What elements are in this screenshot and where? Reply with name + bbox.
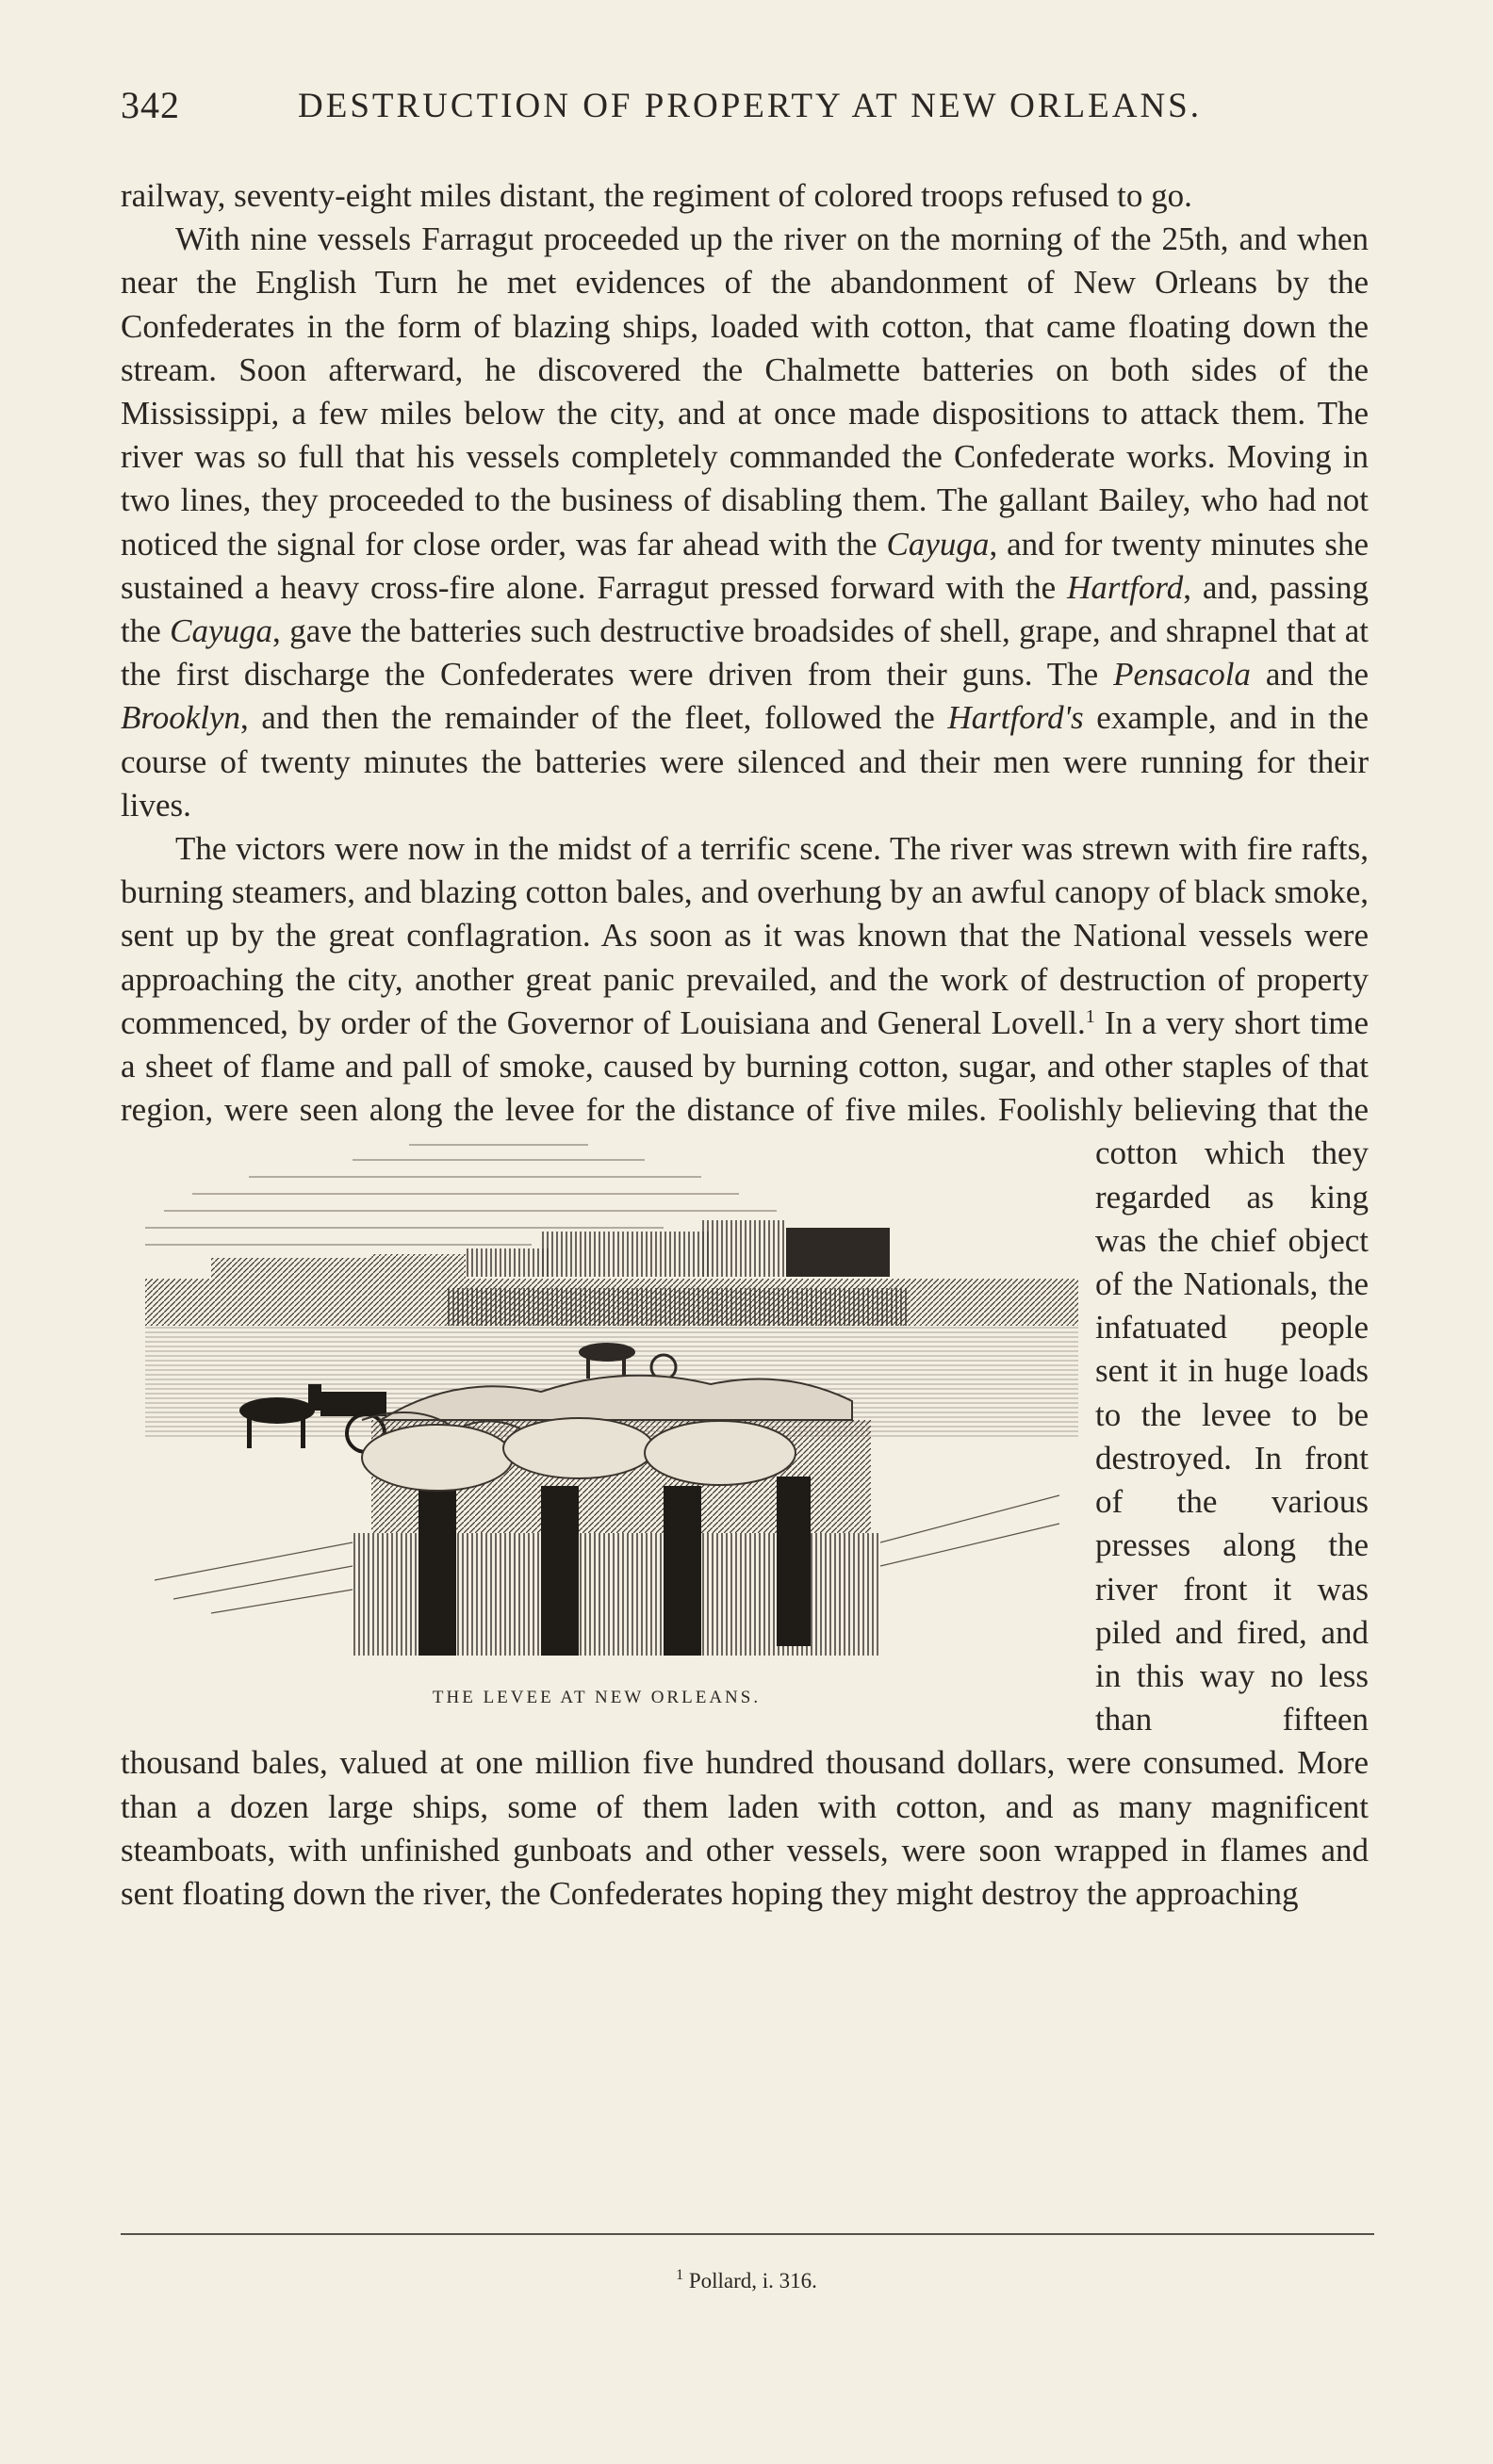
ship-name: Hartford's [947,699,1084,737]
ship-name: Cayuga [170,612,273,650]
footnote-reference[interactable]: 1 [1085,1005,1095,1027]
paragraph-destruction-rest: distance of five miles. Foolishly believing that the cotton which they regarded as king was the chief object of the Nationals, the infatuated people sent it in huge loads to the levee to be destroyed. In front of the various presses along the river front it was piled and fired, and in this way no less than fifteen thousand bales, valued at one million five hundred thousand dollars, were consumed. More than a dozen large ships, some of them laden with cotton, and as many magnificent steamboats, with unfinished gunboats and other vessels, were soon wrapped in flames and sent floating down the river, the Confederates hoping they might destroy the approaching [121,1091,1370,1912]
footnote [0,2269,1493,2293]
ship-name: Cayuga [886,525,990,563]
levee-illustration [121,1132,1073,1730]
paragraph-destruction-lead: In a very short time a sheet of flame and pall of smoke, caused by burning cotton, sugar, and other staples of that region, were seen along the levee for the [121,1004,1369,1129]
footnote-marker: 1 [676,2267,684,2283]
paragraph-farragut: With nine vessels Farragut proceeded up the river on the morning of the 25th, and when near the English Turn he met evidences of the abandonment of New Orleans by the Confederates in the form of blazing ships, loaded with cotton, that came floating down the stream. Soon afterward, he discovered the Chalmette batteries on both sides of the Mississippi, a few miles below the city, and at once made dispositions to attack them. The river was so full that his vessels completely commanded the Confederate works. Moving in two lines, they proceeded to the business of disabling them. The gallant Bailey, who had not noticed the signal for close order, was far ahead with the Cayuga, and for twenty minutes she sustained a heavy cross-fire alone. Farragut pressed forward with the Hartford, and, passing the Cayuga, gave the batteries such destructive broadsides of shell, grape, and shrapnel that at the first discharge the Confederates were driven from their guns. The Pensacola and the Brooklyn, and then the remainder of the fleet, followed the Hartford's example, and in the course of twenty minutes the batteries were silenced and their men were running for their lives. [121,220,1370,824]
paragraph-continued: railway, seventy-eight miles distant, the regiment of colored troops refused to go. [121,177,1192,214]
page-number: 342 [121,84,180,126]
footnote-rule [121,2233,1374,2235]
figure-caption: THE LEVEE AT NEW ORLEANS. [432,1688,762,1708]
levee-engraving [136,1137,1078,1663]
ship-name: Hartford [1067,568,1184,606]
paragraph-destruction: The victors were now in the midst of a terrific scene. The river was strewn with fire rafts, burning steamers, and blazing cotton bales, and overhung by an awful canopy of black smoke, sent up by the great conflagration. As soon as it was known that the National vessels were approaching the city, another great panic prevailed, and the work of destruction of property commenced, by order of the Governor of Louisiana and General Lovell.$^1$ In a very short time a sheet of flame and pall of smoke, caused by burning cotton, sugar, and other staples of that region, were seen along the levee for the THE LEVEE AT NEW ORLEANS. distance of five miles. Foolishly believing that the cotton which they regarded as king was the chief object of the Nationals, the infatuated people sent it in huge loads to the levee to be destroyed. In front of the various presses along the river front it was piled and fired, and in this way no less than fifteen thousand bales, valued at one million five hundred thousand dollars, were consumed. More than a dozen large ships, some of them laden with cotton, and as many magnificent steamboats, with unfinished gunboats and other vessels, were soon wrapped in flames and sent floating down the river, the Confederates hoping they might destroy the approaching [121,830,1370,1912]
running-header [121,83,1374,139]
running-title: DESTRUCTION OF PROPERTY AT NEW ORLEANS. [298,87,1203,125]
body-text [121,174,1369,1916]
footnote-text: Pollard, i. 316. [683,2269,817,2293]
ship-name: Brooklyn [121,699,240,737]
ship-name: Pensacola [1113,656,1251,694]
